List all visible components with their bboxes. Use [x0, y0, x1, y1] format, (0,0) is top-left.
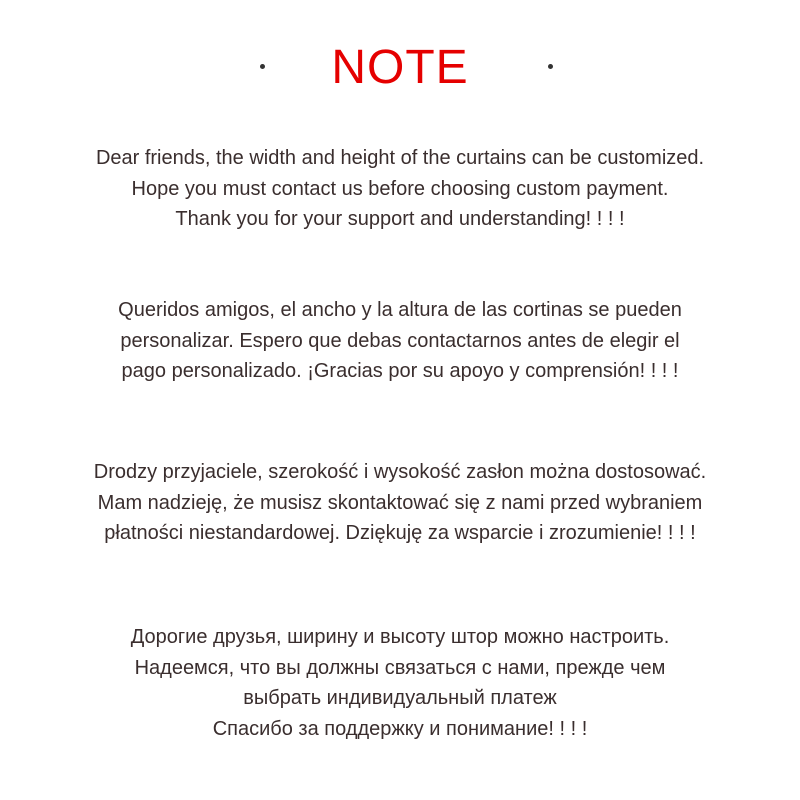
paragraph-line: Hope you must contact us before choosing custom payment.	[131, 177, 669, 200]
paragraph-line: Queridos amigos, el ancho y la altura de las cortinas se pueden	[118, 299, 682, 321]
spanish-paragraph	[0, 295, 800, 387]
paragraph-line: Надеемся, что вы должны связаться с нами, прежде чем	[134, 656, 666, 679]
paragraph-line: Thank you for your support and understanding! ! ! !	[175, 208, 625, 230]
paragraph-line: personalizar. Espero que debas contactarnos antes de elegir el	[120, 329, 680, 352]
english-paragraph	[0, 143, 800, 235]
right-dot-decoration	[548, 64, 553, 69]
russian-paragraph	[0, 622, 800, 744]
polish-paragraph	[0, 457, 800, 549]
page-title: NOTE	[331, 41, 469, 94]
paragraph-line: Дорогие друзья, ширину и высоту штор можно настроить.	[130, 626, 670, 648]
paragraph-line: Dear friends, the width and height of the curtains can be customized.	[95, 147, 705, 169]
paragraph-line: выбрать индивидуальный платеж	[243, 687, 557, 709]
paragraph-line: pago personalizado. ¡Gracias por su apoyo y comprensión! ! ! !	[121, 360, 679, 382]
paragraph-line: Спасибо за поддержку и понимание! ! ! !	[212, 717, 588, 740]
note-header	[0, 38, 800, 98]
paragraph-line: Mam nadzieję, że musisz skontaktować się z nami przed wybraniem	[97, 491, 703, 514]
paragraph-line: Drodzy przyjaciele, szerokość i wysokość zasłon można dostosować.	[93, 461, 707, 483]
paragraph-line: płatności niestandardowej. Dziękuję za wsparcie i zrozumienie! ! ! !	[104, 522, 696, 544]
